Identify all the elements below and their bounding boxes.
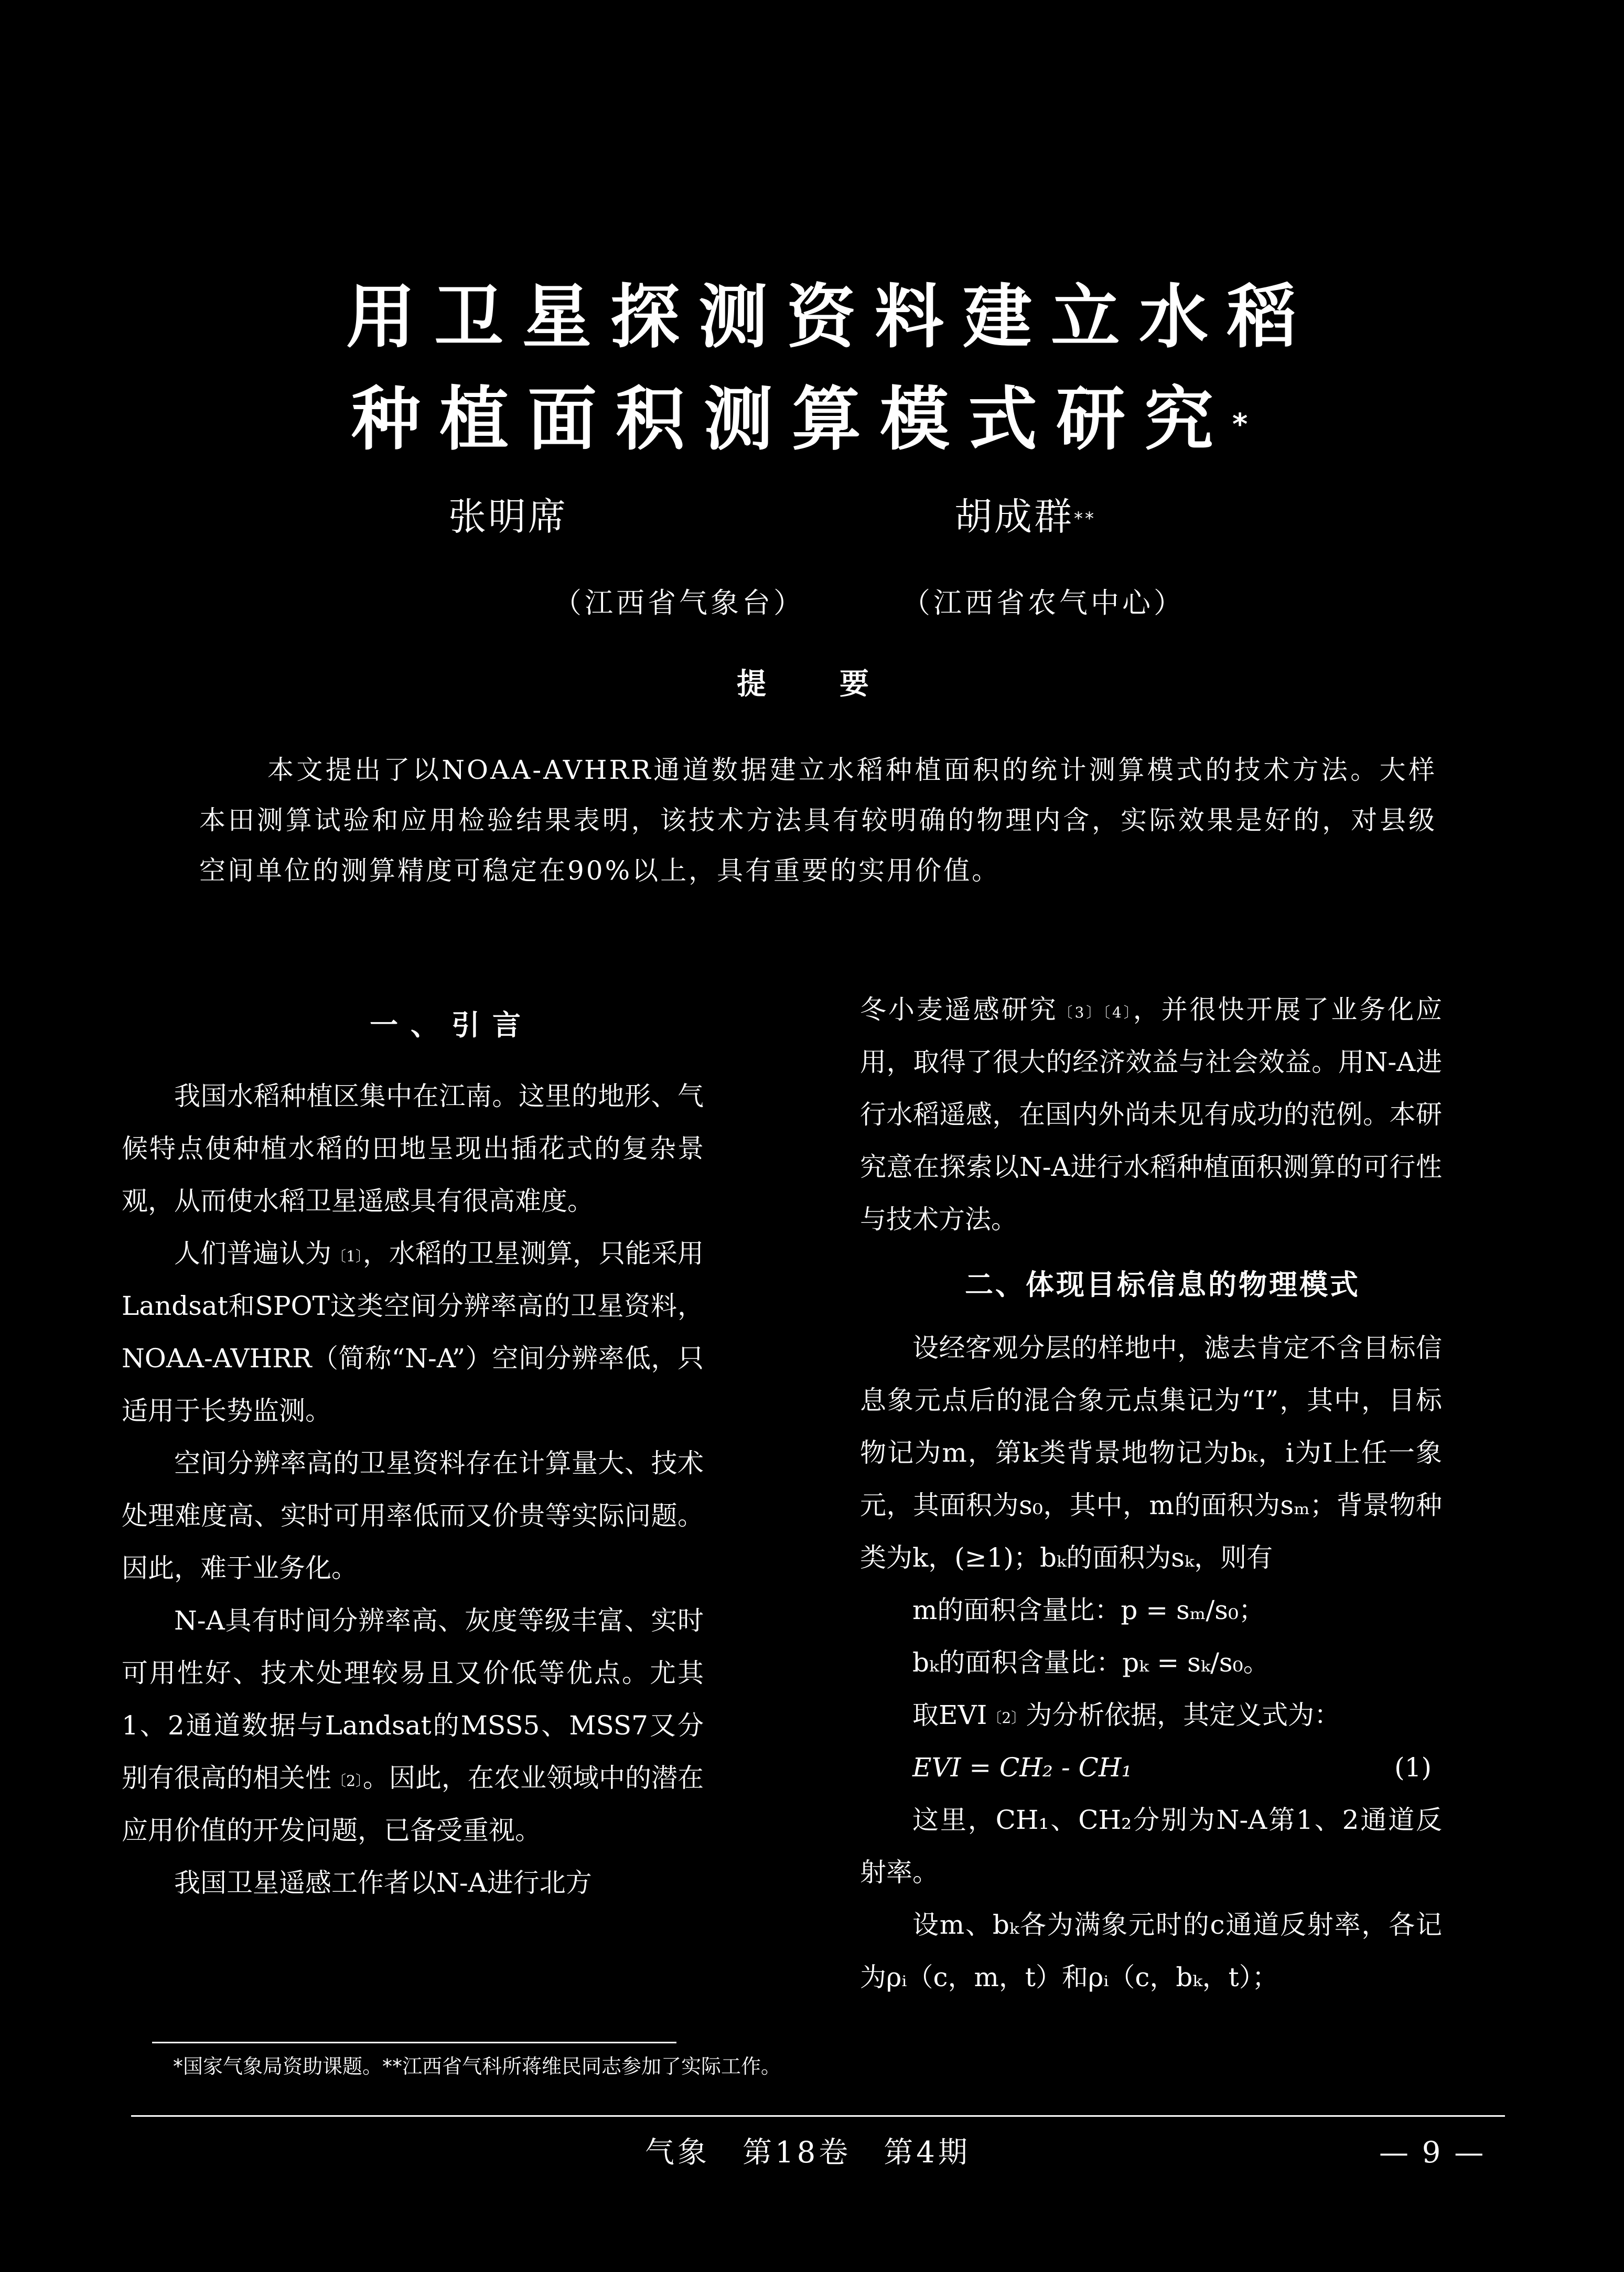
section-2-paragraph-3: bₖ的面积含量比：pₖ = sₖ/s₀。 — [912, 1647, 1270, 1678]
title-line-1-text: 用卫星探测资料建立水稻 — [346, 277, 1315, 358]
equation-1 — [860, 1741, 1442, 1794]
citation-3-4: 〔3〕〔4〕 — [1058, 1004, 1133, 1021]
author-1-name: 张明席 — [448, 495, 568, 539]
equation-1-text: EVI = CH₂ - CH₁ — [912, 1752, 1132, 1783]
journal-info: 气象 第18卷 第4期 — [645, 2136, 971, 2170]
abstract-heading: 提要 — [737, 667, 942, 701]
citation-2: 〔2〕 — [331, 1772, 363, 1789]
author-2-footnote-mark: ** — [1074, 508, 1096, 529]
section-1-paragraph-4-part-b: 。因此，在农业领域中的潜在应用价值的开发问题，已备受重视。 — [122, 1763, 704, 1846]
section-1-heading: 一、引言 — [370, 1009, 533, 1042]
section-1-paragraph-1: 我国水稻种植区集中在江南。这里的地形、气候特点使种植水稻的田地呈现出插花式的复杂景观，从而使水稻卫星遥感具有很高难度。 — [122, 1081, 704, 1216]
section-2-paragraph-4-part-b: 为分析依据，其定义式为： — [1026, 1700, 1341, 1730]
section-1-paragraph-2 — [122, 1227, 704, 1437]
section-1-paragraph-5: 我国卫星遥感工作者以N-A进行北方 — [174, 1868, 592, 1898]
left-column — [122, 1070, 704, 1909]
title-line-2-text: 种植面积测算模式研究 — [351, 379, 1232, 460]
right-column-paragraph-1 — [860, 983, 1442, 1246]
section-2-paragraph-5: 这里，CH₁、CH₂分别为N-A第1、2通道反射率。 — [860, 1805, 1442, 1888]
section-2-paragraph-1: 设经客观分层的样地中，滤去肯定不含目标信息象元点后的混合象元点集记为“I”，其中，目标物记为m，第k类背景地物记为bₖ，i为I上任一象元，其面积为s₀，其中，m的面积为sₘ；背景物种类为k，(≥1)；bₖ的面积为sₖ，则有 — [860, 1333, 1442, 1573]
right-column — [860, 983, 1442, 1246]
section-1-paragraph-2-part-b: ，水稻的卫星测算，只能采用Landsat和SPOT这类空间分辨率高的卫星资料，NOAA-AVHRR（简称“N-A”）空间分辨率低，只适用于长势监测。 — [122, 1238, 704, 1426]
equation-1-number: (1) — [1394, 1752, 1432, 1783]
section-1-paragraph-2-part-a: 人们普遍认为 — [174, 1238, 332, 1269]
abstract-body — [199, 745, 1437, 896]
section-1-paragraph-4 — [122, 1594, 704, 1857]
citation-1: 〔1〕 — [331, 1248, 363, 1265]
title-line-1 — [0, 273, 1624, 362]
section-2-body — [860, 1322, 1442, 2003]
right-column-paragraph-1-part-a: 冬小麦遥感研究 — [860, 994, 1058, 1025]
title-footnote-mark: * — [1232, 408, 1248, 442]
title-line-2 — [0, 375, 1624, 464]
footnote: *国家气象局资助课题。**江西省气科所蒋维民同志参加了实际工作。 — [173, 2055, 781, 2078]
affiliation-1: （江西省气象台） — [553, 586, 805, 619]
section-2-paragraph-6: 设m、bₖ各为满象元时的c通道反射率，各记为ρᵢ（c，m，t）和ρᵢ（c，bₖ，t）； — [860, 1910, 1442, 1992]
section-2-paragraph-4 — [860, 1689, 1442, 1741]
author-2-name: 胡成群 — [954, 495, 1074, 539]
section-2-paragraph-2: m的面积含量比：p = sₘ/s₀； — [912, 1595, 1265, 1625]
footnote-rule — [152, 2042, 676, 2043]
footer-rule — [131, 2115, 1505, 2117]
citation-2b: 〔2〕 — [987, 1709, 1026, 1727]
right-column-paragraph-1-part-b: ，并很快开展了业务化应用，取得了很大的经济效益与社会效益。用N-A进行水稻遥感，在国内外尚未见有成功的范例。本研究意在探索以N-A进行水稻种植面积测算的可行性与技术方法。 — [860, 994, 1443, 1235]
section-2-paragraph-4-part-a: 取EVI — [912, 1700, 987, 1730]
abstract-text: 本文提出了以NOAA-AVHRR通道数据建立水稻种植面积的统计测算模式的技术方法。大样本田测算试验和应用检验结果表明，该技术方法具有较明确的物理内含，实际效果是好的，对县级空间单位的测算精度可稳定在90%以上，具有重要的实用价值。 — [199, 755, 1437, 886]
author-1 — [448, 493, 568, 540]
section-1-paragraph-3: 空间分辨率高的卫星资料存在计算量大、技术处理难度高、实时可用率低而又价贵等实际问题。因此，难于业务化。 — [122, 1448, 704, 1583]
section-2-heading: 二、体现目标信息的物理模式 — [965, 1268, 1360, 1301]
section-1-paragraph-4-part-a: N-A具有时间分辨率高、灰度等级丰富、实时可用性好、技术处理较易且又价低等优点。尤其1、2通道数据与Landsat的MSS5、MSS7又分别有很高的相关性 — [122, 1605, 704, 1793]
affiliation-2: （江西省农气中心） — [902, 586, 1185, 619]
author-2 — [954, 493, 1096, 540]
page-number: — 9 — — [1379, 2136, 1486, 2170]
